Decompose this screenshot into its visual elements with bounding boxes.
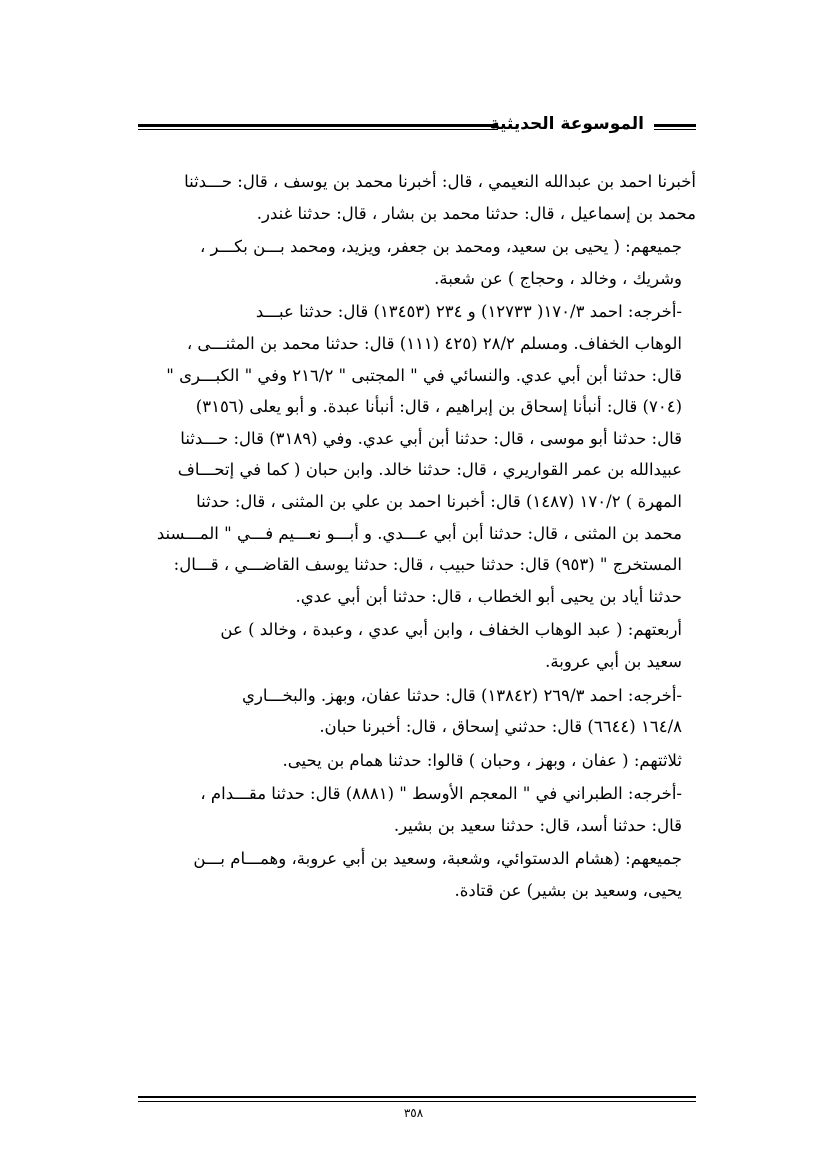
text-line: (٧٠٤) قال: أنبأنا إسحاق بن إبراهيم ، قال: أنبأنا عبدة. و أبو يعلى (٣١٥٦)	[195, 397, 682, 417]
text-line: أخبرنا احمد بن عبدالله النعيمي ، قال: أخبرنا محمد بن يوسف ، قال: حـــدثنا	[184, 172, 696, 191]
paragraph	[138, 231, 696, 294]
paragraph	[138, 614, 696, 677]
text-line: -أخرجه: احمد ٢٦٩/٣ (١٣٨٤٢) قال: حدثنا عفان، وبهز. والبخـــاري	[242, 685, 682, 705]
header-rule-left-top	[138, 124, 498, 127]
paragraph	[138, 843, 696, 906]
text-line: حدثنا أياد بن يحيى أبو الخطاب ، قال: حدثنا أبن أبي عدي.	[295, 586, 682, 606]
text-line: أربعتهم: ( عبد الوهاب الخفاف ، وابن أبي عدي ، وعبدة ، وخالد ) عن	[220, 620, 682, 640]
text-line: -أخرجه: احمد ١٧٠/٣( ١٢٧٣٣) و ٢٣٤ (١٣٤٥٣) قال: حدثنا عبـــد	[255, 302, 682, 322]
text-line: وشريك ، وخالد ، وحجاج ) عن شعبة.	[434, 268, 682, 288]
text-line: محمد بن إسماعيل ، قال: حدثنا محمد بن بشار ، قال: حدثنا غندر.	[256, 203, 696, 223]
header-rule-right-top	[654, 124, 696, 127]
header-rule-right-bottom	[654, 129, 696, 130]
page-number: ٣٥٨	[403, 1106, 424, 1120]
footer-rule-top	[138, 1096, 696, 1098]
paragraph	[138, 778, 696, 841]
paragraph	[138, 296, 696, 612]
text-line: محمد بن المثنى ، قال: حدثنا أبن أبي عـــدي. و أبـــو نعـــيم فـــي " المـــسند	[156, 523, 682, 543]
paragraph	[138, 745, 696, 777]
text-line: عبيدالله بن عمر القواريري ، قال: حدثنا خالد. وابن حبان ( كما في إتحـــاف	[177, 460, 682, 480]
page-header	[138, 112, 696, 144]
text-line: قال: حدثنا أبن أبي عدي. والنسائي في " المجتبى " ٢١٦/٢ وفي " الكبـــرى "	[166, 365, 682, 385]
paragraph	[138, 166, 696, 229]
text-line: ثلاثتهم: ( عفان ، وبهز ، وحبان ) قالوا: حدثنا همام بن يحيى.	[282, 750, 682, 770]
text-line: جميعهم: ( يحيى بن سعيد، ومحمد بن جعفر، ويزيد، ومحمد بـــن بكـــر ،	[199, 237, 682, 257]
header-rule-left-bottom	[138, 129, 498, 130]
book-title: الموسوعة الحديثية	[489, 114, 644, 134]
text-line: سعيد بن أبي عروبة.	[545, 651, 682, 671]
page-body	[138, 166, 696, 909]
paragraph	[138, 680, 696, 743]
text-line: جميعهم: (هشام الدستوائي، وشعبة، وسعيد بن أبي عروبة، وهمـــام بـــن	[193, 849, 682, 869]
text-line: -أخرجه: الطبراني في " المعجم الأوسط " (٨٨٨١) قال: حدثنا مقـــدام ،	[200, 784, 682, 804]
footer-rule-bottom	[138, 1101, 696, 1102]
text-line: قال: حدثنا أسد، قال: حدثنا سعيد بن بشير.	[393, 815, 682, 835]
text-line: الوهاب الخفاف. ومسلم ٢٨/٢ (٤٢٥ (١١١) قال: حدثنا محمد بن المثنـــى ،	[186, 333, 682, 353]
text-line: ١٦٤/٨ (٦٦٤٤) قال: حدثني إسحاق ، قال: أخبرنا حبان.	[319, 717, 682, 737]
text-line: قال: حدثنا أبو موسى ، قال: حدثنا أبن أبي عدي. وفي (٣١٨٩) قال: حـــدثنا	[180, 428, 682, 448]
text-line: المستخرج " (٩٥٣) قال: حدثنا حبيب ، قال: حدثنا يوسف القاضـــي ، قـــال:	[173, 555, 682, 575]
text-line: المهرة ) ١٧٠/٢ (١٤٨٧) قال: أخبرنا احمد بن علي بن المثنى ، قال: حدثنا	[196, 491, 682, 511]
text-line: يحيى، وسعيد بن بشير) عن قتادة.	[454, 881, 682, 901]
